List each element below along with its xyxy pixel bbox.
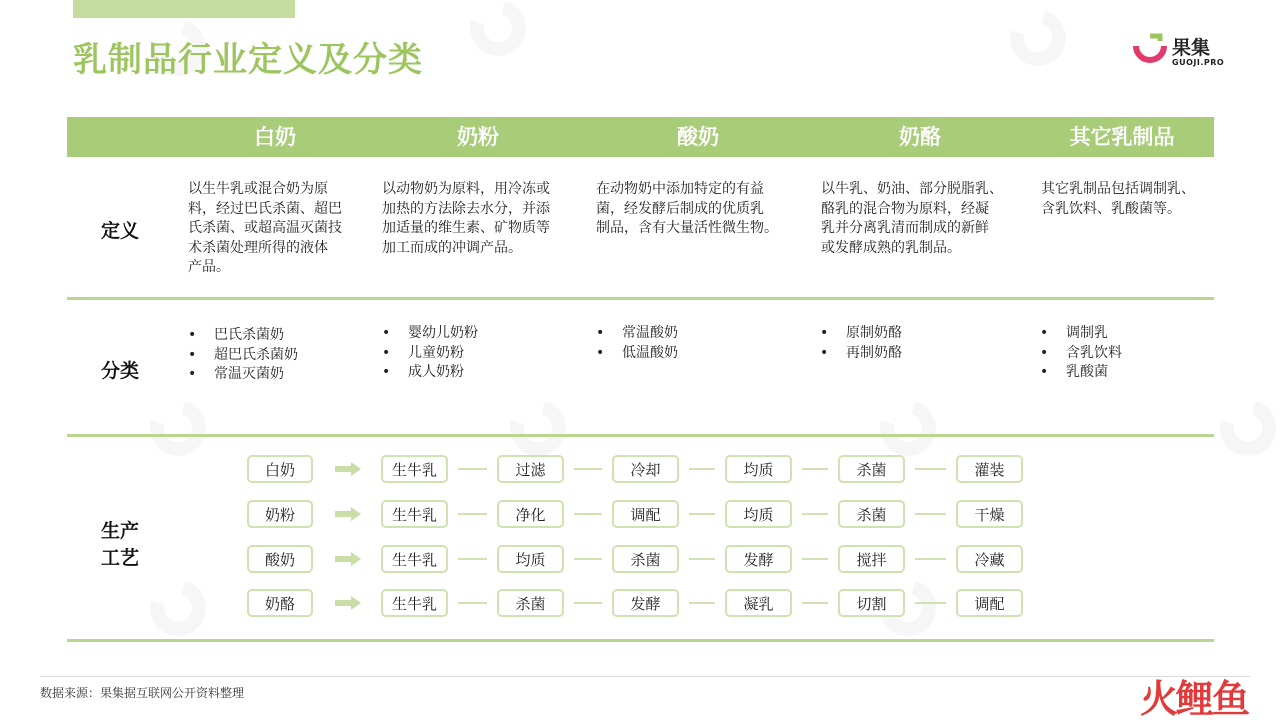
process-connector [802, 513, 828, 515]
row-label-classification: 分类 [101, 360, 140, 382]
column-header-milk-powder: 奶粉 [457, 125, 499, 149]
process-step-box: 冷藏 [956, 545, 1023, 573]
classification-milk-powder [378, 324, 478, 383]
process-product-box: 奶酪 [247, 589, 313, 617]
process-step-box: 生牛乳 [381, 589, 448, 617]
definition-line: 其它乳制品包括调制乳、 [1041, 181, 1195, 197]
list-item: • 原制奶酪 [816, 324, 902, 344]
process-step-box: 干燥 [956, 500, 1023, 528]
definition-milk-powder [382, 180, 582, 258]
definition-line: 含乳饮料、乳酸菌等。 [1041, 200, 1181, 217]
arrow-right-icon [335, 507, 361, 521]
definition-cheese [821, 180, 1026, 258]
definition-line: 氏杀菌、或超高温灭菌技 [188, 220, 342, 236]
row-separator [67, 639, 1214, 642]
definition-line: 加工而成的冲调产品。 [382, 239, 522, 256]
arrow-right-icon [335, 462, 361, 476]
list-item: • 超巴氏杀菌奶 [184, 346, 298, 366]
list-item: • 巴氏杀菌奶 [184, 326, 298, 346]
process-step-box: 生牛乳 [381, 545, 448, 573]
process-connector [915, 513, 946, 515]
arrow-right-icon [335, 552, 361, 566]
arrow-right-icon [335, 596, 361, 610]
process-step-box: 发酵 [612, 589, 679, 617]
list-item: • 调制乳 [1036, 324, 1122, 344]
list-item: • 常温灭菌奶 [184, 365, 298, 385]
footer-brand-logo: 火鲤鱼 [1140, 677, 1249, 721]
definition-line: 菌，经发酵后制成的优质乳 [596, 200, 764, 217]
guoji-logo-icon [1133, 33, 1167, 67]
process-connector [458, 602, 487, 604]
process-step-box: 生牛乳 [381, 500, 448, 528]
process-connector [574, 558, 602, 560]
row-label-line: 工艺 [101, 547, 140, 569]
process-step-box: 切割 [838, 589, 905, 617]
process-step-box: 凝乳 [725, 589, 792, 617]
process-connector [458, 513, 487, 515]
process-step-box: 生牛乳 [381, 455, 448, 483]
process-connector [915, 468, 946, 470]
watermark-logo-icon [1000, 0, 1076, 76]
definition-line: 制品，含有大量活性微生物。 [596, 220, 778, 236]
classification-other [1036, 324, 1122, 383]
process-step-box: 均质 [725, 500, 792, 528]
process-step-box: 净化 [497, 500, 564, 528]
watermark-logo-icon [460, 0, 536, 66]
process-step-box: 发酵 [725, 545, 792, 573]
process-product-box: 白奶 [247, 455, 313, 483]
watermark-logo-icon [140, 570, 216, 646]
definition-line: 产品。 [188, 259, 230, 275]
list-item: • 成人奶粉 [378, 363, 478, 383]
process-product-box: 奶粉 [247, 500, 313, 528]
process-step-box: 均质 [725, 455, 792, 483]
process-step-box: 过滤 [497, 455, 564, 483]
process-step-box: 冷却 [612, 455, 679, 483]
classification-yogurt [592, 324, 678, 363]
classification-cheese [816, 324, 902, 363]
logo-text-en: GUOJI.PRO [1172, 58, 1225, 67]
process-step-box: 调配 [612, 500, 679, 528]
process-connector [689, 468, 715, 470]
process-connector [574, 602, 602, 604]
definition-white-milk [188, 180, 373, 278]
brand-logo [1133, 33, 1243, 73]
definition-line: 或发酵成熟的乳制品。 [821, 239, 961, 256]
process-step-box: 灌装 [956, 455, 1023, 483]
process-connector [802, 468, 828, 470]
column-header-yogurt: 酸奶 [677, 125, 719, 149]
list-item: • 再制奶酪 [816, 344, 902, 364]
list-item: • 婴幼儿奶粉 [378, 324, 478, 344]
definition-line: 加适量的维生素、矿物质等 [382, 220, 550, 236]
definition-yogurt [596, 180, 801, 239]
process-step-box: 杀菌 [838, 500, 905, 528]
page-title: 乳制品行业定义及分类 [73, 40, 423, 80]
row-separator [67, 434, 1214, 437]
top-accent-bar [73, 0, 295, 18]
classification-white-milk [184, 326, 298, 385]
definition-line: 在动物奶中添加特定的有益 [596, 181, 764, 197]
column-header-other: 其它乳制品 [1069, 125, 1175, 149]
definition-other [1041, 180, 1216, 219]
watermark-logo-icon [140, 390, 216, 466]
definition-line: 乳并分离乳清而制成的新鲜 [821, 220, 989, 236]
process-connector [689, 513, 715, 515]
process-connector [802, 558, 828, 560]
row-label-definition: 定义 [101, 220, 140, 242]
process-connector [458, 468, 487, 470]
process-connector [915, 558, 946, 560]
row-label-line: 生产 [101, 520, 140, 542]
process-connector [458, 558, 487, 560]
row-label-process [101, 518, 139, 572]
process-connector [689, 602, 715, 604]
definition-line: 酪乳的混合物为原料，经凝 [821, 200, 989, 217]
watermark-logo-icon [1210, 390, 1280, 466]
process-step-box: 杀菌 [497, 589, 564, 617]
logo-text-cn: 果集 [1172, 37, 1211, 59]
list-item: • 儿童奶粉 [378, 344, 478, 364]
process-connector [689, 558, 715, 560]
process-connector [574, 468, 602, 470]
column-header-cheese: 奶酪 [899, 125, 941, 149]
process-product-box: 酸奶 [247, 545, 313, 573]
list-item: • 含乳饮料 [1036, 344, 1122, 364]
definition-line: 以牛乳、奶油、部分脱脂乳、 [821, 181, 1003, 197]
list-item: • 常温酸奶 [592, 324, 678, 344]
definition-line: 加热的方法除去水分，并添 [382, 200, 550, 217]
list-item: • 乳酸菌 [1036, 363, 1122, 383]
process-step-box: 杀菌 [838, 455, 905, 483]
process-step-box: 均质 [497, 545, 564, 573]
footer-divider [40, 676, 1250, 677]
process-connector [915, 602, 946, 604]
process-connector [574, 513, 602, 515]
process-step-box: 杀菌 [612, 545, 679, 573]
definition-line: 料，经过巴氏杀菌、超巴 [188, 200, 342, 217]
process-connector [802, 602, 828, 604]
data-source-note: 数据来源：果集据互联网公开资料整理 [40, 686, 245, 700]
process-step-box: 搅拌 [838, 545, 905, 573]
definition-line: 以动物奶为原料，用冷冻或 [382, 181, 550, 197]
definition-line: 以生牛乳或混合奶为原 [188, 181, 328, 197]
definition-line: 术杀菌处理所得的液体 [188, 239, 328, 256]
row-separator [67, 297, 1214, 300]
column-header-white-milk: 白奶 [254, 125, 296, 149]
list-item: • 低温酸奶 [592, 344, 678, 364]
process-step-box: 调配 [956, 589, 1023, 617]
